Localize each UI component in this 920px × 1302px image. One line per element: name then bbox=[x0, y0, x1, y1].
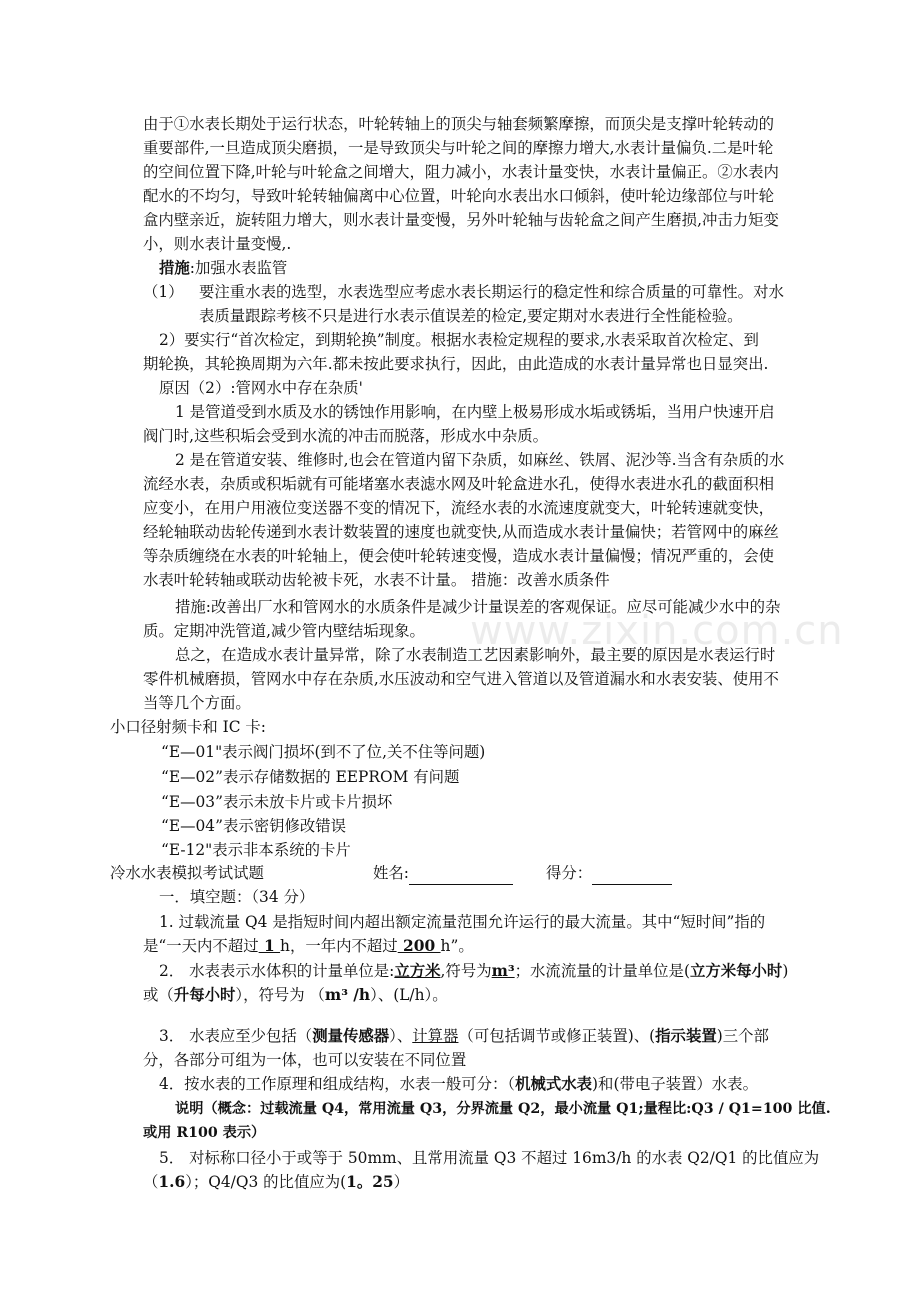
name-blank[interactable] bbox=[409, 867, 513, 885]
paragraph-line: 质。定期冲洗管道,减少管内壁结垢现象。 bbox=[143, 622, 425, 640]
measure-line bbox=[159, 256, 287, 280]
item-line: 表质量跟踪考核不只是进行水表示值误差的检定,要定期对水表进行全性能检验。 bbox=[199, 307, 743, 325]
error-code-line: “E—04”表示密钥修改错误 bbox=[161, 817, 347, 835]
q1-answer-1: 1 bbox=[258, 937, 281, 955]
q3-text: （可包括调节或修正装置)、( bbox=[458, 1027, 656, 1045]
name-field bbox=[373, 861, 513, 885]
question-3-line bbox=[159, 1024, 769, 1048]
q1-text: h，一年内不超过 bbox=[280, 937, 398, 955]
measure-label: 措施 bbox=[159, 259, 190, 277]
note-line: 说明（概念：过载流量 Q4，常用流量 Q3，分界流量 Q2，最小流量 Q1;量程比:Q3 / Q1=100 比值. bbox=[175, 1101, 831, 1117]
error-code-line: “E—01"表示阀门损坏(到不了位,关不住等问题) bbox=[161, 743, 486, 761]
score-field bbox=[546, 861, 672, 885]
item-line: 2）要实行“首次检定，到期轮换”制度。根据水表检定规程的要求,水表采取首次检定、到 bbox=[159, 331, 759, 349]
paragraph-line: 措施:改善出厂水和管网水的水质条件是减少计量误差的客观保证。应尽可能减少水中的杂 bbox=[175, 598, 781, 616]
q2-text: ,符号为 bbox=[440, 962, 492, 980]
paragraph-line: 总之，在造成水表计量异常，除了水表制造工艺因素影响外，最主要的原因是水表运行时 bbox=[175, 646, 776, 664]
paragraph-line: 流经水表，杂质或积垢就有可能堵塞水表滤水网及叶轮盒进水孔，使得水表进水孔的截面积相 bbox=[143, 475, 775, 493]
question-4-line bbox=[159, 1072, 758, 1096]
q5-text: ） bbox=[393, 1173, 410, 1191]
q2-text: ）、(L/h）。 bbox=[370, 986, 448, 1004]
error-code-line: “E—02”表示存储数据的 EEPROM 有问题 bbox=[161, 768, 460, 786]
question-2-line bbox=[159, 959, 788, 983]
q1-text: h”。 bbox=[440, 937, 474, 955]
paragraph-line: 重要部件,一旦造成顶尖磨损，一是导致顶尖与叶轮之间的摩擦力增大,水表计量偏负.二是叶轮 bbox=[143, 139, 774, 157]
note-line: 或用 R100 表示） bbox=[143, 1125, 266, 1141]
q5-text: （ bbox=[143, 1173, 159, 1191]
question-5-line: 5． 对标称口径小于或等于 50mm、且常用流量 Q3 不超过 16m3/h 的水表 Q2/Q1 的比值应为 bbox=[159, 1149, 820, 1167]
paragraph-line: 小，则水表计量变慢,. bbox=[143, 235, 292, 253]
q4-text: 4．按水表的工作原理和组成结构，水表一般可分：（ bbox=[159, 1075, 516, 1093]
q2-answer-4: 升每小时 bbox=[173, 986, 236, 1004]
question-5-line bbox=[143, 1170, 409, 1194]
score-blank[interactable] bbox=[592, 867, 672, 885]
q2-text: 2． 水表表示水体积的计量单位是: bbox=[159, 962, 395, 980]
q3-answer-1: 测量传感器 bbox=[312, 1027, 390, 1045]
q3-answer-2: 计算器 bbox=[412, 1027, 459, 1045]
q5-answer-2: 1。25 bbox=[346, 1173, 394, 1191]
paragraph-line: 经轮轴联动齿轮传递到水表计数装置的速度也就变快,从而造成水表计量偏快；若管网中的麻丝 bbox=[143, 523, 779, 541]
exam-title: 冷水水表模拟考试试题 bbox=[110, 864, 264, 882]
paragraph-line: 的空间位置下降,叶轮与叶轮盒之间增大，阻力减小，水表计量变快，水表计量偏正。②水表内 bbox=[143, 163, 779, 181]
measure-text: :加强水表监管 bbox=[189, 259, 288, 277]
q2-answer-5: m³ /h bbox=[324, 986, 371, 1004]
section-heading: 一．填空题：（34 分） bbox=[159, 888, 315, 906]
question-3-line: 分，各部分可组为一体，也可以安装在不同位置 bbox=[143, 1051, 467, 1069]
q4-answer-1: 机械式水表 bbox=[515, 1075, 593, 1093]
paragraph-line: 当等几个方面。 bbox=[143, 694, 251, 712]
paragraph-line: 应变小，在用户用液位变送器不变的情况下，流经水表的水流速度就变大，叶轮转速就变快， bbox=[143, 499, 775, 517]
question-1-line: 1. 过载流量 Q4 是指短时间内超出额定流量范围允许运行的最大流量。其中“短时间”指的 bbox=[159, 913, 766, 931]
paragraph-line: 2 是在管道安装、维修时,也会在管道内留下杂质，如麻丝、铁屑、泥沙等.当含有杂质的水 bbox=[175, 451, 785, 469]
watermark: www.zixin.com.cn bbox=[470, 608, 844, 654]
q2-answer-2: m³ bbox=[491, 962, 515, 980]
item-number: （1） bbox=[143, 283, 184, 301]
question-2-line bbox=[143, 983, 448, 1007]
paragraph-line: 等杂质缠绕在水表的叶轮轴上，便会使叶轮转速变慢，造成水表计量偏慢；情况严重的，会使 bbox=[143, 547, 775, 565]
error-code-line: “E-12"表示非本系统的卡片 bbox=[161, 841, 351, 859]
q3-text: 3． 水表应至少包括（ bbox=[159, 1027, 313, 1045]
paragraph-line: 盒内壁亲近，旋转阻力增大，则水表计量变慢，另外叶轮轴与齿轮盒之间产生磨损,冲击力矩变 bbox=[143, 211, 779, 229]
q2-text: ；水流流量的计量单位是( bbox=[514, 962, 690, 980]
q2-text: 或（ bbox=[143, 986, 174, 1004]
q2-answer-1: 立方米 bbox=[394, 962, 441, 980]
q5-text: ）；Q4/Q3 的比值应为( bbox=[185, 1173, 347, 1191]
paragraph-line: 配水的不均匀，导致叶轮转轴偏离中心位置，叶轮向水表出水口倾斜，使叶轮边缘部位与叶轮 bbox=[143, 187, 775, 205]
section-title: 小口径射频卡和 IC 卡: bbox=[110, 718, 266, 736]
item-line: 要注重水表的选型，水表选型应考虑水表长期运行的稳定性和综合质量的可靠性。对水 bbox=[199, 283, 784, 301]
paragraph-line: 零件机械磨损，管网水中存在杂质,水压波动和空气进入管道以及管道漏水和水表安装、使用不 bbox=[143, 670, 779, 688]
paragraph-line: 阀门时,这些积垢会受到水流的冲击而脱落，形成水中杂质。 bbox=[143, 427, 549, 445]
item-line: 期轮换，其轮换周期为六年.都未按此要求执行，因此，由此造成的水表计量异常也日显突出. bbox=[143, 355, 769, 373]
paragraph-line: 由于①水表长期处于运行状态，叶轮转轴上的顶尖与轴套频繁摩擦，而顶尖是支撑叶轮转动的 bbox=[143, 115, 775, 133]
q2-text: ），符号为 （ bbox=[235, 986, 325, 1004]
q3-answer-3: 指示装置 bbox=[655, 1027, 717, 1045]
paragraph-line: 1 是管道受到水质及水的锈蚀作用影响，在内壁上极易形成水垢或锈垢，当用户快速开启 bbox=[175, 403, 775, 421]
question-1-answer-line bbox=[143, 934, 474, 958]
q2-answer-3: 立方米每小时 bbox=[689, 962, 783, 980]
cause-heading: 原因（2）:管网水中存在杂质' bbox=[159, 379, 363, 397]
q5-answer-1: 1.6 bbox=[158, 1173, 186, 1191]
q3-text: )三个部 bbox=[716, 1027, 769, 1045]
q2-text: ) bbox=[782, 962, 789, 980]
paragraph-line: 水表叶轮转轴或联动齿轮被卡死，水表不计量。 措施：改善水质条件 bbox=[143, 571, 610, 589]
q3-text: ）、 bbox=[389, 1027, 413, 1045]
q1-text: 是“一天内不超过 bbox=[143, 937, 259, 955]
q4-text: )和(带电子装置）水表。 bbox=[592, 1075, 758, 1093]
q1-answer-2: 200 bbox=[397, 937, 441, 955]
error-code-line: “E—03”表示未放卡片或卡片损坏 bbox=[161, 793, 393, 811]
name-label: 姓名: bbox=[373, 864, 409, 882]
score-label: 得分： bbox=[546, 864, 593, 882]
